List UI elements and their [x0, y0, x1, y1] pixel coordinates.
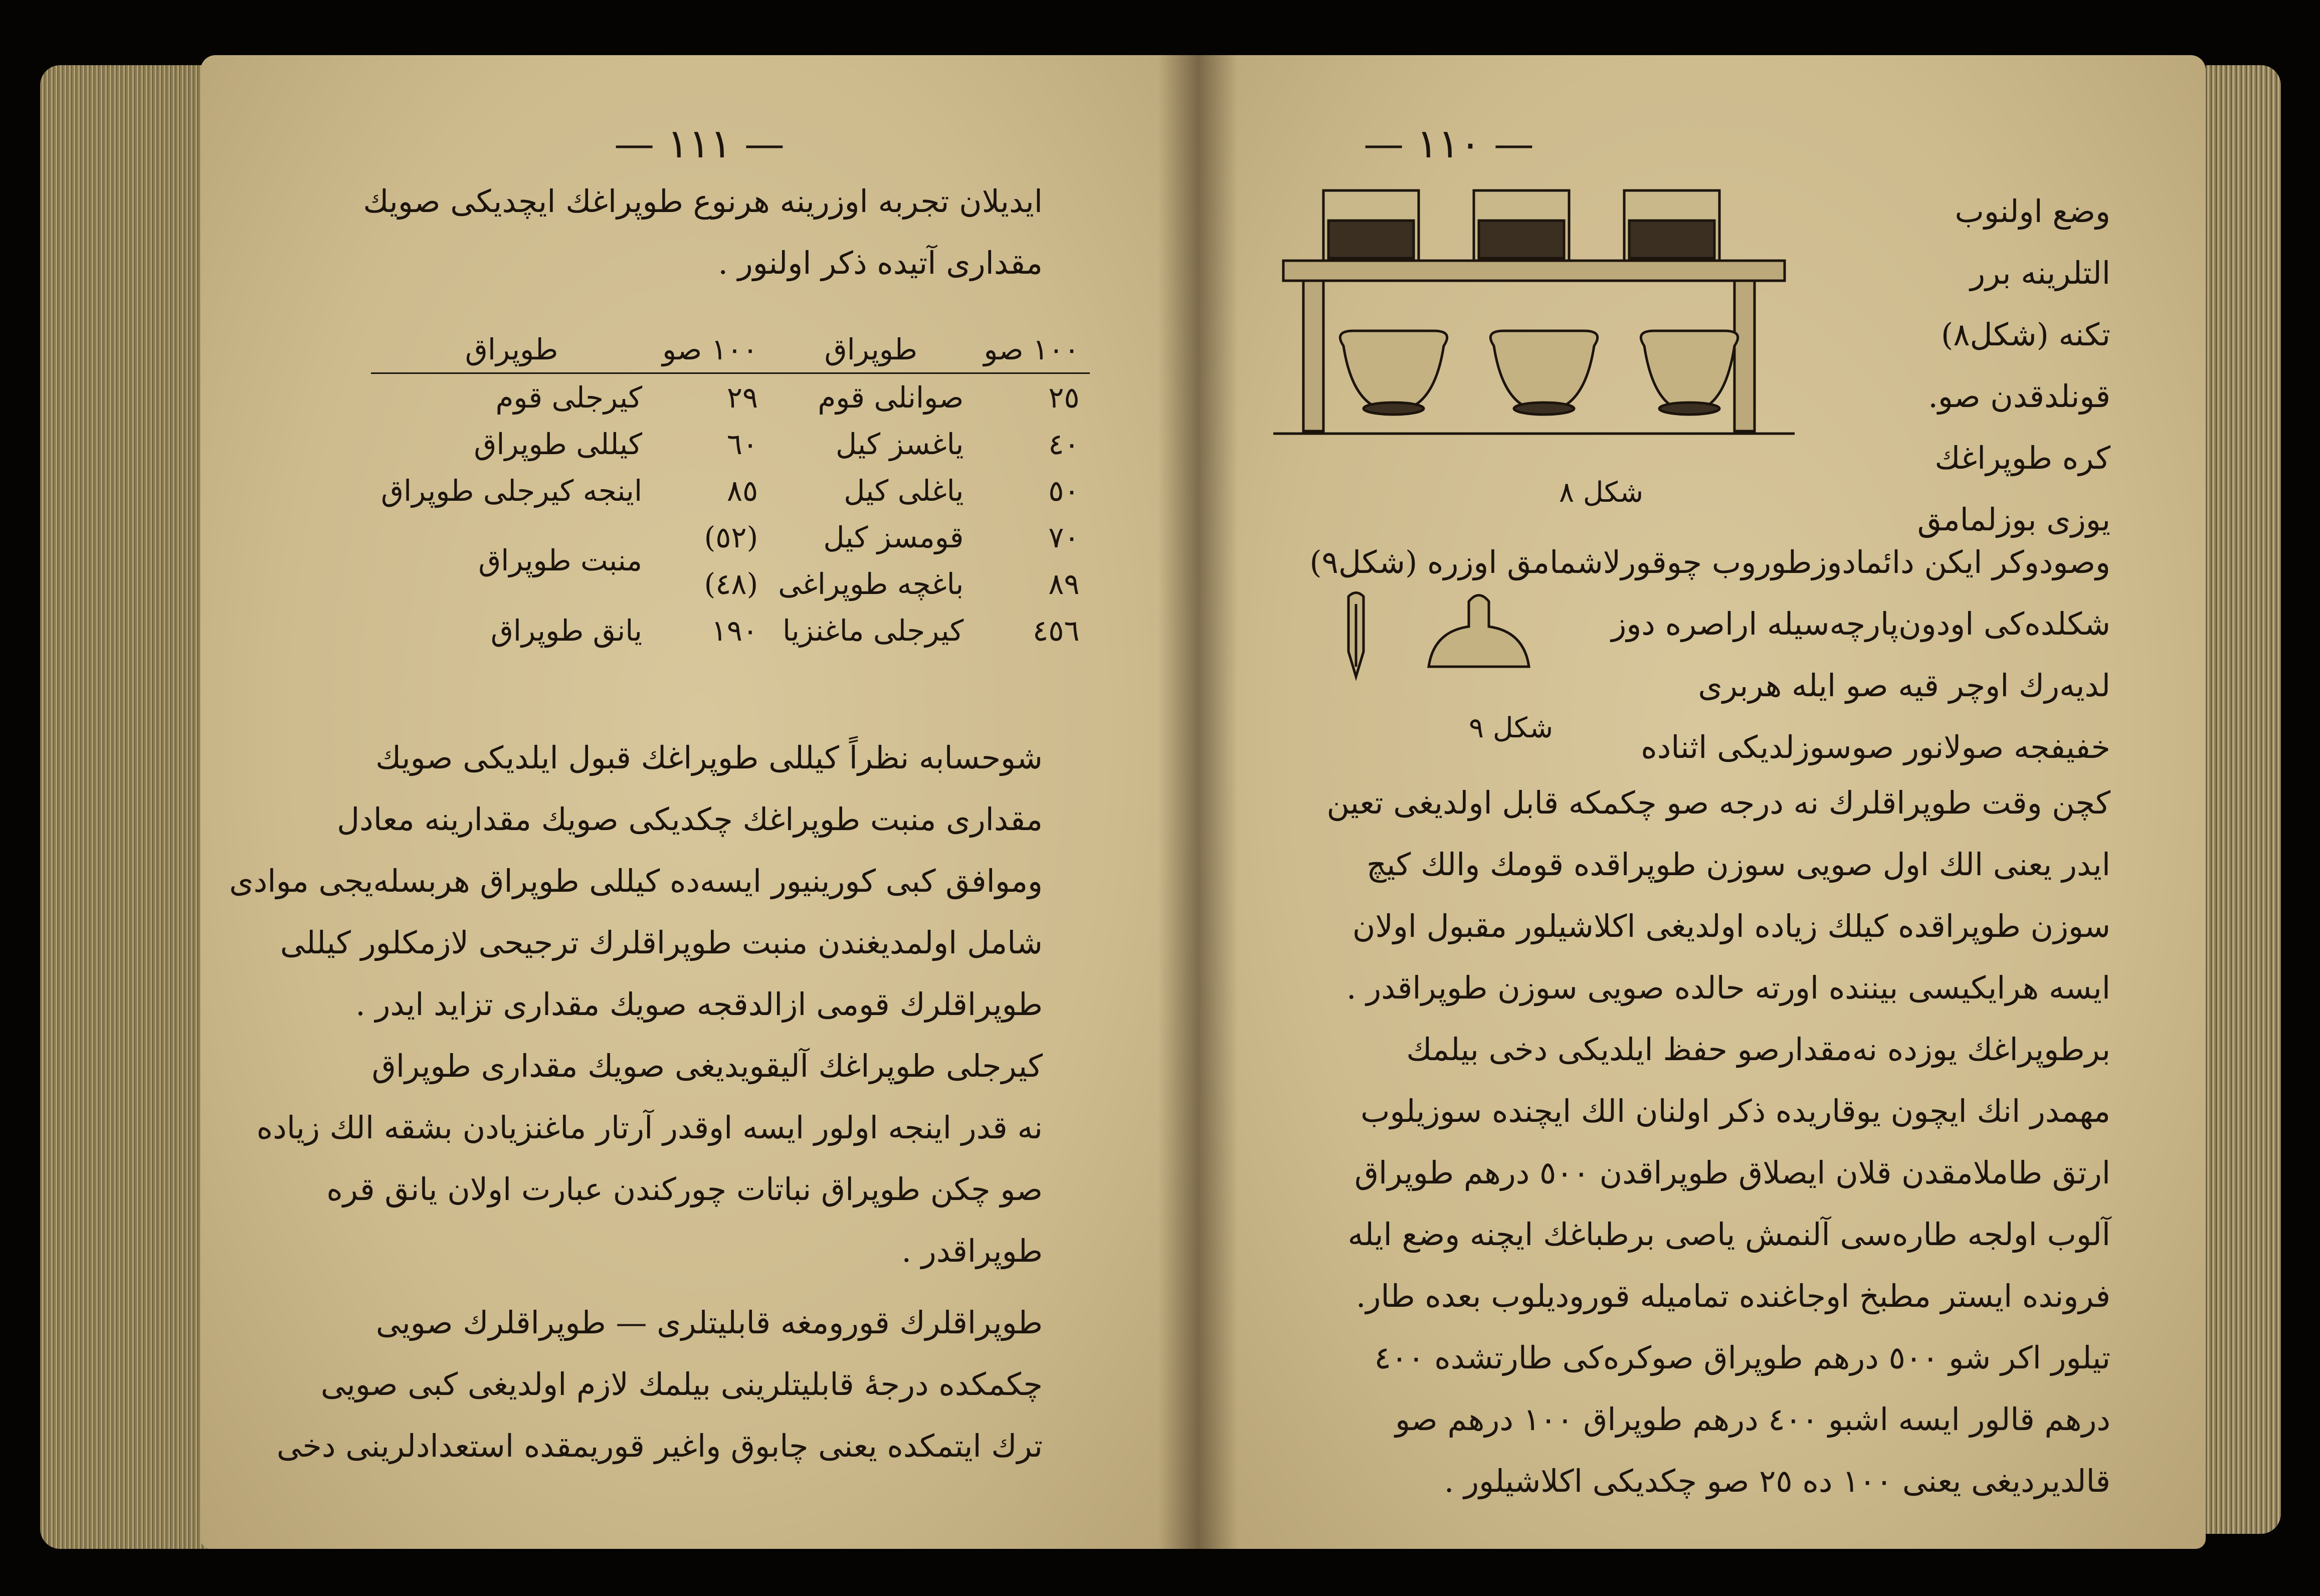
page-edges-left	[40, 65, 211, 1549]
text-line: ایدر یعنی الك اول صویی سوزن طوپراقده قومك والك كیچ	[1367, 846, 2110, 883]
page-edges-right	[2206, 65, 2281, 1534]
figure-8-illustration	[1273, 180, 1795, 471]
text-line: مقداری آتیده ذكر اولنور .	[718, 245, 1043, 281]
table-header: طوپراق	[768, 326, 974, 373]
text-line: خفیفجه صولانور صوسوزلدیكی اثناده	[1641, 729, 2110, 765]
table-cell: یاغلی كیل	[844, 473, 964, 508]
text-line: قونلدقدن صو.	[1928, 378, 2110, 415]
table-cell: یانق طوپراق	[490, 613, 643, 648]
text-line: آلوب اولجه طاره‌سی آلنمش یاصی برطباغك ایچنه وضع ایله	[1347, 1216, 2110, 1253]
text-line: چكمكده درجهٔ قابلیتلرینی بیلمك لازم اولدیغی كبی صویی	[320, 1366, 1043, 1403]
text-line: شوحسابه نظراً كیللی طوپراغك قبول ایلدیكی صویك	[375, 739, 1043, 776]
text-line: ایسه هرایكیسی بیننده اورته حالده صویی سوزن طوپراقدر .	[1346, 969, 2110, 1006]
table-row	[371, 373, 1090, 421]
text-line: مقداری منبت طوپراغك چكدیكی صویك مقدارینه معادل	[337, 801, 1043, 838]
text-line: تیلور اكر شو ٥٠٠ درهم طوپراق صوكره‌كی طارتشده ٤٠٠	[1374, 1339, 2110, 1376]
table-header: ١٠٠ صو	[652, 326, 768, 373]
text-line: لدیه‌رك اوچر قیه صو ایله هربری	[1698, 667, 2110, 704]
open-book	[40, 45, 2281, 1564]
table-header-row	[371, 326, 1090, 373]
table-cell: كیرجلی قوم	[495, 380, 643, 415]
table-row	[371, 607, 1090, 654]
table-cell: كیرجلی ماغنزیا	[783, 613, 964, 648]
text-line: طوپراقدر .	[901, 1233, 1043, 1269]
text-line: مهمدر انك ایچون یوقاریده ذكر اولنان الك ایچنده سوزیلوب	[1361, 1093, 2110, 1129]
text-line: وضع اولنوب	[1955, 193, 2110, 230]
text-line: ایدیلان تجربه اوزرینه هرنوع طوپراغك ایچدیكی صویك	[363, 183, 1043, 220]
text-line: كیرجلی طوپراغك آلیقویدیغی صویك مقداری طوپراق	[371, 1048, 1043, 1084]
text-line: طوپراقلرك قومی ازالدقجه صویك مقداری تزاید ایدر .	[355, 986, 1043, 1023]
table-cell: ٤٥٦	[1033, 613, 1080, 648]
page-number-left: — ١١١ —	[614, 120, 785, 167]
table-cell: یاغسز كیل	[836, 427, 964, 461]
table-cell: ٧٠	[1048, 520, 1080, 554]
text-line: طوپراقلرك قورومغه قابلیتلری — طوپراقلرك صویی	[375, 1304, 1043, 1341]
text-line: وموافق كبی كورینیور ایسه‌ده كیللی طوپراق هربسله‌یجی موادی	[229, 863, 1043, 899]
table-cell: ١٩٠	[711, 613, 758, 648]
text-line: شكلده‌كی اودون‌پارچه‌سیله اراصره دوز	[1611, 606, 2110, 642]
text-line: یوزی بوزلمامق	[1917, 501, 2110, 538]
text-line: شامل اولمدیغندن منبت طوپراقلرك ترجیحی لازمكلور كیللی	[280, 924, 1043, 961]
right-page	[1198, 55, 2206, 1549]
text-line: نه قدر اینجه اولور ایسه اوقدر آرتار ماغنزیادن بشقه الك زیاده	[256, 1109, 1043, 1146]
text-line: ترك ایتمكده یعنی چابوق واغیر قوریمقده استعدادلرینی دخی	[276, 1428, 1043, 1464]
figure-9-caption: شكل ٩	[1469, 712, 1554, 744]
text-line: صو چكن طوپراق نباتات چوركندن عبارت اولان یانق قره	[326, 1171, 1043, 1208]
left-page	[201, 55, 1198, 1549]
text-line: كچن وقت طوپراقلرك نه درجه صو چكمكه قابل اولدیغی تعین	[1326, 784, 2110, 821]
table-header: ١٠٠ صو	[974, 326, 1089, 373]
text-line: درهم قالور ایسه اشبو ٤٠٠ درهم طوپراق ١٠٠ درهم صو	[1395, 1401, 2110, 1438]
soil-water-table	[371, 326, 1090, 654]
table-cell: ٨٩	[1048, 566, 1080, 601]
table-header: طوپراق	[371, 326, 652, 373]
table-cell: ٢٥	[1048, 380, 1080, 415]
table-row	[371, 467, 1090, 514]
table-cell: صوانلی قوم	[818, 380, 964, 415]
text-line: كره طوپراغك	[1935, 440, 2110, 476]
text-line: قالدیردیغی یعنی ١٠٠ ده ٢٥ صو چكدیكی اكلاشیلور .	[1444, 1463, 2110, 1499]
text-line: ارتق طاملامقدن قلان ایصلاق طوپراقدن ٥٠٠ درهم طوپراق	[1354, 1154, 2110, 1191]
table-cell: ٨٥	[726, 473, 758, 508]
table-cell: ٢٩	[726, 380, 758, 415]
table-row	[371, 421, 1090, 467]
text-line: تكنه (شكل٨)	[1941, 316, 2110, 353]
table-cell: (٥٢)	[704, 520, 758, 554]
figure-9-illustration	[1338, 586, 1564, 712]
table-cell: ٦٠	[726, 427, 758, 461]
table-row	[371, 514, 1090, 560]
table-cell: ٤٠	[1048, 427, 1080, 461]
text-line: فرونده ایستر مطبخ اوجاغنده تماميله قورودیلوب بعده طار.	[1356, 1278, 2110, 1314]
table-cell: ٥٠	[1048, 473, 1080, 508]
table-cell: منبت طوپراق	[478, 543, 643, 577]
text-line: وصودوكر ایكن دائمادوزطوروب چوقورلاشمامق اوزره (شكل٩)	[1309, 544, 2110, 580]
figure-8-caption: شكل ٨	[1559, 476, 1644, 509]
table-cell: (٤٨)	[704, 566, 758, 601]
table-cell: قومسز كیل	[823, 520, 964, 554]
text-line: برطوپراغك یوزده نه‌مقدارصو حفظ ایلدیكی دخی بیلمك	[1406, 1031, 2110, 1068]
text-line: التلرینه برر	[1970, 255, 2110, 291]
table-cell: اینجه كیرجلی طوپراق	[381, 473, 643, 508]
table-cell: باغچه طوپراغی	[778, 566, 964, 601]
table-cell: كیللی طوپراق	[474, 427, 643, 461]
text-line: سوزن طوپراقده كیلك زیاده اولدیغی اكلاشیلور مقبول اولان	[1352, 908, 2110, 944]
page-number-right: — ١١٠ —	[1364, 120, 1534, 167]
